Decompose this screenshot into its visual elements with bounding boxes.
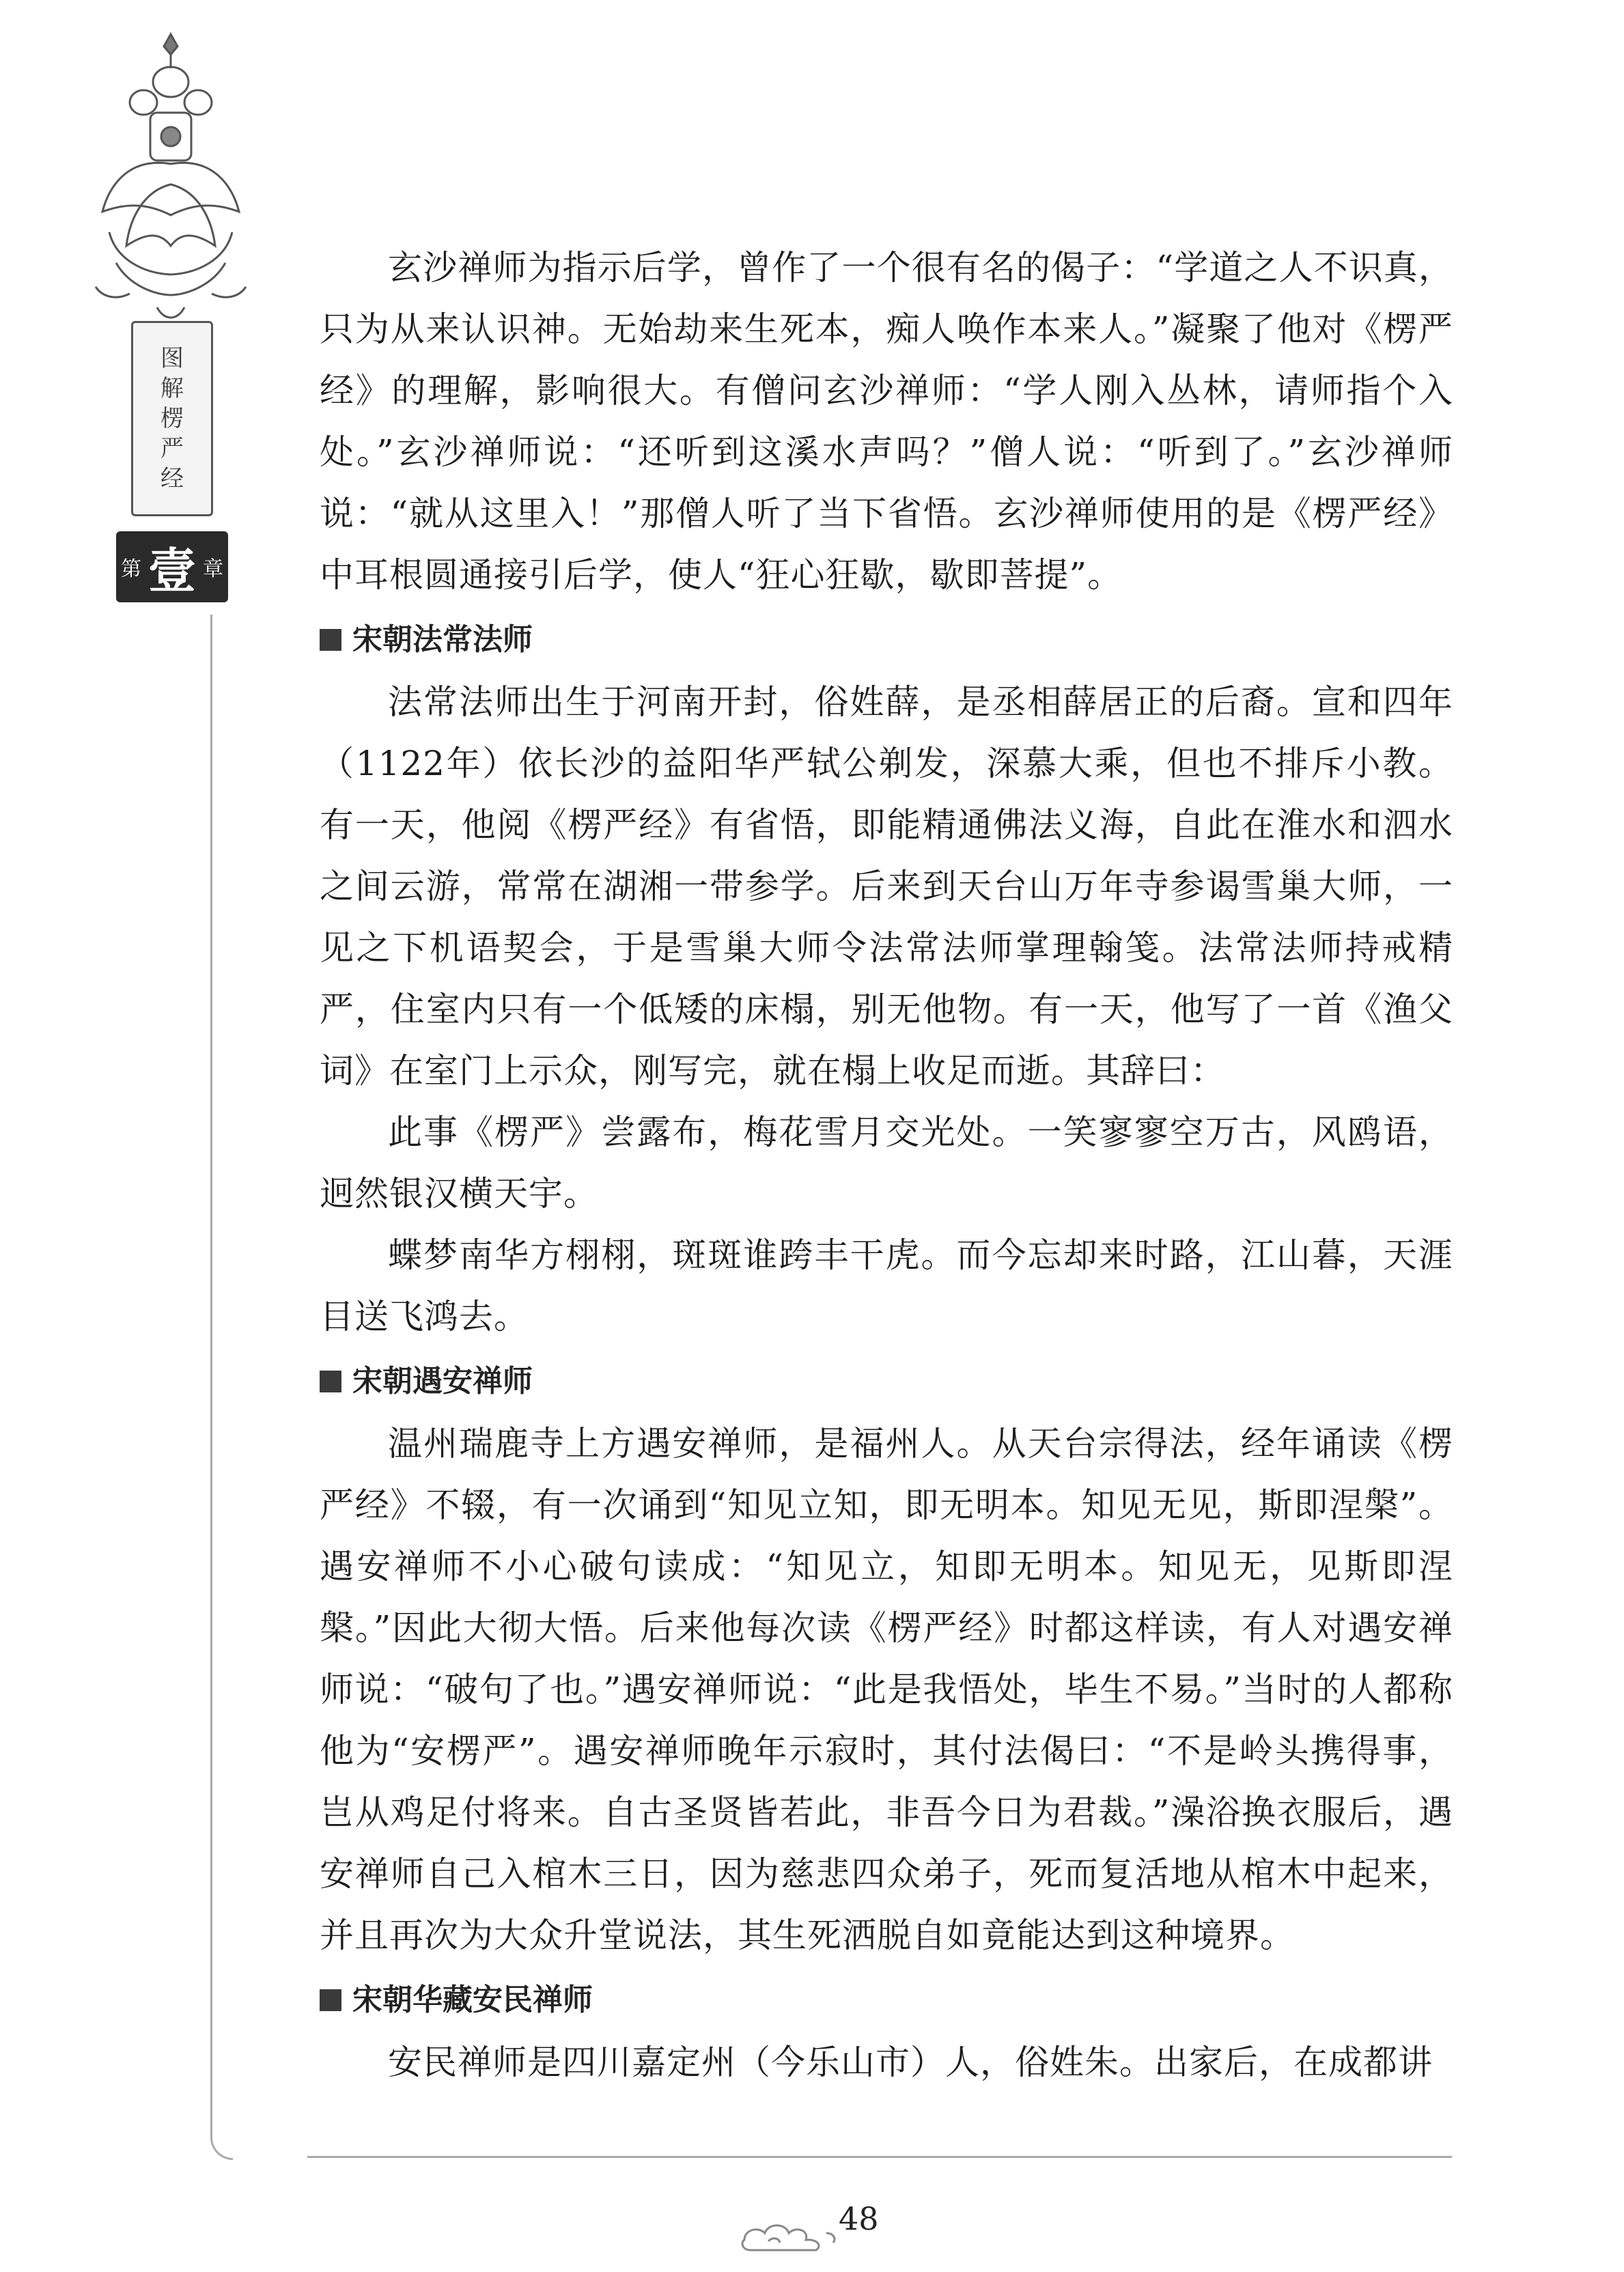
chapter-suffix: 章 bbox=[203, 557, 223, 581]
section-heading-text: 宋朝法常法师 bbox=[352, 622, 533, 657]
book-title-char: 楞 bbox=[160, 405, 184, 432]
chapter-number: 壹 bbox=[148, 542, 196, 599]
book-title-char: 解 bbox=[160, 375, 184, 402]
book-title-char: 严 bbox=[160, 435, 184, 462]
lotus-vajra-ornament-icon bbox=[89, 27, 253, 328]
chapter-sidebar bbox=[89, 27, 253, 2158]
paragraph: 温州瑞鹿寺上方遇安禅师，是福州人。从天台宗得法，经年诵读《楞严经》不辍，有一次诵到“知见立知，即无明本。知见无见，斯即涅槃”。遇安禅师不小心破句读成：“知见立，知即无明本。知见无，见斯即涅槃。”因此大彻大悟。后来他每次读《楞严经》时都这样读，有人对遇安禅师说：“破句了也。”遇安禅师说：“此是我悟处，毕生不易。”当时的人都称他为“安楞严”。遇安禅师晚年示寂时，其付法偈曰：“不是岭头携得事，岂从鸡足付将来。自古圣贤皆若此，非吾今日为君裁。”澡浴换衣服后，遇安禅师自己入棺木三日，因为慈悲四众弟子，死而复活地从棺木中起来，并且再次为大众升堂说法，其生死洒脱自如竟能达到这种境界。 bbox=[320, 1424, 1453, 1955]
square-bullet-icon bbox=[320, 1371, 341, 1392]
section-heading bbox=[320, 1980, 1453, 2021]
poem-paragraph: 蝶梦南华方栩栩，斑斑谁跨丰干虎。而今忘却来时路，江山暮，天涯目送飞鸿去。 bbox=[320, 1235, 1453, 1336]
section-heading-text: 宋朝华藏安民禅师 bbox=[352, 1982, 593, 2017]
paragraph: 安民禅师是四川嘉定州（今乐山市）人，俗姓朱。出家后，在成都讲 bbox=[388, 2043, 1433, 2082]
book-title-char: 图 bbox=[160, 345, 184, 372]
bottom-rule bbox=[307, 2156, 1452, 2158]
square-bullet-icon bbox=[320, 1989, 341, 2011]
chapter-badge bbox=[116, 531, 228, 602]
chapter-prefix: 第 bbox=[121, 557, 141, 581]
intro-paragraph: 玄沙禅师为指示后学，曾作了一个很有名的偈子：“学道之人不识真，只为从来认识神。无始劫来生死本，痴人唤作本来人。”凝聚了他对《楞严经》的理解，影响很大。有僧问玄沙禅师：“学人刚入丛林，请师指个入处。”玄沙禅师说：“还听到这溪水声吗？”僧人说：“听到了。”玄沙禅师说：“就从这里入！”那僧人听了当下省悟。玄沙禅师使用的是《楞严经》中耳根圆通接引后学，使人“狂心狂歇，歇即菩提”。 bbox=[320, 248, 1453, 595]
cloud-ornament-icon bbox=[738, 2213, 840, 2254]
paragraph: 法常法师出生于河南开封，俗姓薛，是丞相薛居正的后裔。宣和四年（1122年）依长沙的益阳华严轼公剃发，深慕大乘，但也不排斥小教。有一天，他阅《楞严经》有省悟，即能精通佛法义海，自此在淮水和泗水之间云游，常常在湖湘一带参学。后来到天台山万年寺参谒雪巢大师，一见之下机语契会，于是雪巢大师令法常法师掌理翰笺。法常法师持戒精严，住室内只有一个低矮的床榻，别无他物。有一天，他写了一首《渔父词》在室门上示众，刚写完，就在榻上收足而逝。其辞曰： bbox=[320, 682, 1453, 1091]
book-title-char: 经 bbox=[160, 465, 184, 492]
section-heading bbox=[320, 1361, 1453, 1402]
section-heading-text: 宋朝遇安禅师 bbox=[352, 1364, 533, 1399]
main-content bbox=[320, 237, 1453, 2093]
section-heading bbox=[320, 619, 1453, 660]
poem-paragraph: 此事《楞严》尝露布，梅花雪月交光处。一笑寥寥空万古，风鸥语，迥然银汉横天宇。 bbox=[320, 1112, 1453, 1214]
square-bullet-icon bbox=[320, 629, 341, 651]
page-number: 48 bbox=[839, 2200, 879, 2237]
page-frame-line bbox=[210, 615, 233, 2160]
book-title-vertical bbox=[131, 321, 213, 516]
